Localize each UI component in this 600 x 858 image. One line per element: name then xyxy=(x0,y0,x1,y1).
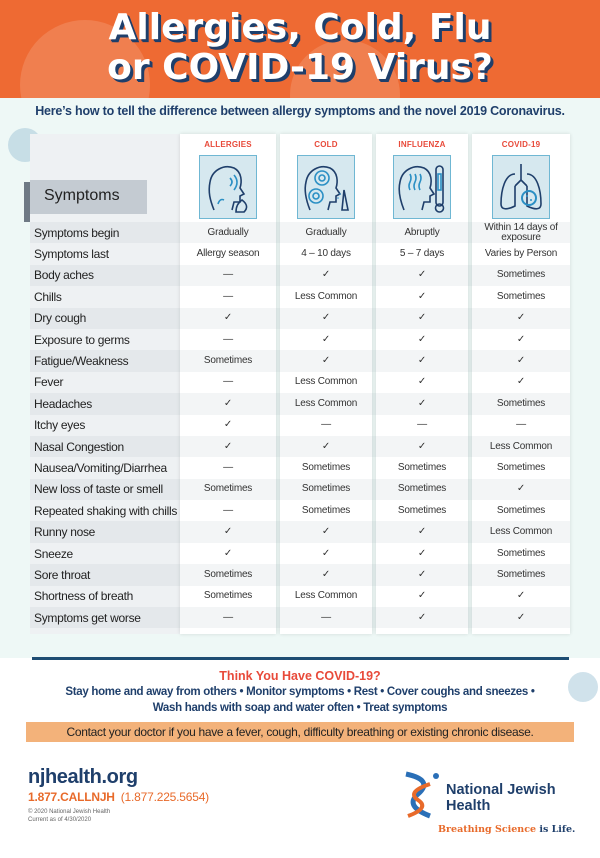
symptoms-header-tab: Symptoms xyxy=(30,180,147,214)
table-row xyxy=(30,457,570,478)
table-row xyxy=(30,393,570,414)
symptom-label: New loss of taste or smell xyxy=(34,482,163,497)
check-red-icon: ✓ xyxy=(417,312,427,324)
check-red-icon: ✓ xyxy=(417,547,427,559)
check-blue-icon: ✓ xyxy=(516,611,526,623)
table-cell: Less Common xyxy=(489,440,553,452)
dash-icon: — xyxy=(417,419,427,431)
check-red-icon: ✓ xyxy=(223,312,233,324)
subtitle: Here’s how to tell the difference between allergy symptoms and the novel 2019 Coronavirus. xyxy=(35,104,565,118)
table-row xyxy=(30,607,570,628)
symptom-label: Exposure to germs xyxy=(34,332,130,347)
check-red-icon: ✓ xyxy=(223,419,233,431)
table-cell: Abruptly xyxy=(404,226,440,238)
symptom-label: Fever xyxy=(34,375,64,390)
table-row xyxy=(30,543,570,564)
table-cell: Within 14 days of exposure xyxy=(484,221,558,243)
symptom-label: Runny nose xyxy=(34,525,96,540)
check-blue-icon: ✓ xyxy=(321,526,331,538)
check-blue-icon: ✓ xyxy=(321,312,331,324)
table-row xyxy=(30,479,570,500)
check-red-icon: ✓ xyxy=(417,269,427,281)
symptom-label: Fatigue/Weakness xyxy=(34,354,129,369)
column-header-cold: COLD xyxy=(285,134,367,219)
dash-icon: — xyxy=(223,376,233,388)
table-cell: Sometimes xyxy=(301,483,351,495)
logo-name: National Jewish Health xyxy=(446,782,556,814)
table-cell: 5 – 7 days xyxy=(399,248,445,260)
title-banner xyxy=(0,0,600,98)
check-red-icon: ✓ xyxy=(417,526,427,538)
check-blue-icon: ✓ xyxy=(321,269,331,281)
check-red-icon: ✓ xyxy=(417,333,427,345)
copyright-notice: © 2020 National Jewish Health Current as of 4/30/2020 xyxy=(28,809,111,823)
table-cell: Gradually xyxy=(207,226,249,238)
symptom-label: Headaches xyxy=(34,396,93,411)
table-cell: Sometimes xyxy=(397,504,447,516)
dash-icon: — xyxy=(223,461,233,473)
table-cell: Less Common xyxy=(294,290,358,302)
check-red-icon: ✓ xyxy=(223,526,233,538)
symptom-label: Sneeze xyxy=(34,546,73,561)
check-blue-icon: ✓ xyxy=(516,312,526,324)
table-row xyxy=(30,329,570,350)
check-red-icon: ✓ xyxy=(417,568,427,580)
table-cell: Sometimes xyxy=(203,355,253,367)
symptom-label: Body aches xyxy=(34,268,94,283)
check-red-icon: ✓ xyxy=(417,611,427,623)
check-red-icon: ✓ xyxy=(417,440,427,452)
symptom-label: Chills xyxy=(34,289,62,304)
check-red-icon: ✓ xyxy=(223,397,233,409)
table-row xyxy=(30,350,570,371)
website-link[interactable]: njhealth.org xyxy=(28,766,138,788)
table-cell: Allergy season xyxy=(196,248,260,260)
table-row xyxy=(30,521,570,542)
table-cell: Sometimes xyxy=(496,568,546,580)
column-header-allergies: ALLERGIES xyxy=(187,134,269,219)
table-cell: Sometimes xyxy=(496,504,546,516)
table-row xyxy=(30,265,570,286)
check-blue-icon: ✓ xyxy=(516,483,526,495)
check-blue-icon: ✓ xyxy=(516,590,526,602)
check-blue-icon: ✓ xyxy=(516,333,526,345)
symptom-label: Symptoms last xyxy=(34,247,109,262)
helix-logo-icon xyxy=(400,770,440,820)
check-blue-icon: ✓ xyxy=(321,568,331,580)
table-cell: Gradually xyxy=(305,226,347,238)
table-cell: Sometimes xyxy=(496,269,546,281)
section-divider xyxy=(32,657,569,660)
symptom-label: Nausea/Vomiting/Diarrhea xyxy=(34,460,167,475)
column-header-covid: COVID-19 xyxy=(480,134,562,219)
symptom-label: Symptoms begin xyxy=(34,225,120,240)
phone-number[interactable]: 1.877.CALLNJH (1.877.225.5654) xyxy=(28,790,209,804)
table-row xyxy=(30,222,570,243)
check-blue-icon: ✓ xyxy=(516,376,526,388)
check-red-icon: ✓ xyxy=(223,547,233,559)
table-cell: Sometimes xyxy=(496,290,546,302)
page-title: Allergies, Cold, Flu or COVID-19 Virus? xyxy=(107,7,493,88)
table-row xyxy=(30,372,570,393)
table-cell: Less Common xyxy=(489,526,553,538)
dash-icon: — xyxy=(223,333,233,345)
table-cell: Varies by Person xyxy=(484,248,558,260)
symptom-label: Shortness of breath xyxy=(34,589,134,604)
table-cell: Sometimes xyxy=(496,547,546,559)
table-cell: Sometimes xyxy=(496,397,546,409)
national-jewish-health-logo xyxy=(396,770,576,834)
symptom-label: Itchy eyes xyxy=(34,418,86,433)
table-row xyxy=(30,286,570,307)
advice-tips: Stay home and away from others • Monitor symptoms • Rest • Cover coughs and sneezes • Wash hands with soap and water often • Treat symptoms xyxy=(65,686,535,714)
dash-icon: — xyxy=(223,611,233,623)
table-row xyxy=(30,586,570,607)
dash-icon: — xyxy=(223,504,233,516)
table-cell: Sometimes xyxy=(203,590,253,602)
dash-icon: — xyxy=(223,290,233,302)
table-cell: Sometimes xyxy=(203,483,253,495)
check-red-icon: ✓ xyxy=(223,440,233,452)
fever-thermometer-icon xyxy=(393,155,451,219)
table-row xyxy=(30,308,570,329)
logo-tagline: Breathing Science is Life. xyxy=(438,824,576,835)
contact-doctor-banner: Contact your doctor if you have a fever, cough, difficulty breathing or existing chronic disease. xyxy=(26,722,574,742)
symptom-label: Nasal Congestion xyxy=(34,439,124,454)
check-red-icon: ✓ xyxy=(417,590,427,602)
check-red-icon: ✓ xyxy=(417,290,427,302)
symptom-label: Repeated shaking with chills xyxy=(34,503,178,518)
dash-icon: — xyxy=(321,611,331,623)
symptom-label: Dry cough xyxy=(34,311,86,326)
table-cell: Less Common xyxy=(294,590,358,602)
table-row xyxy=(30,500,570,521)
lungs-virus-icon xyxy=(492,155,550,219)
table-cell: Sometimes xyxy=(203,568,253,580)
table-row xyxy=(30,436,570,457)
check-blue-icon: ✓ xyxy=(321,333,331,345)
table-cell: Less Common xyxy=(294,397,358,409)
table-row xyxy=(30,243,570,264)
check-red-icon: ✓ xyxy=(417,355,427,367)
check-red-icon: ✓ xyxy=(417,397,427,409)
check-blue-icon: ✓ xyxy=(321,355,331,367)
coughing-head-icon xyxy=(297,155,355,219)
symptom-label: Sore throat xyxy=(34,567,91,582)
table-cell: 4 – 10 days xyxy=(301,248,351,260)
table-row xyxy=(30,415,570,436)
check-blue-icon: ✓ xyxy=(321,547,331,559)
table-cell: Sometimes xyxy=(397,483,447,495)
check-blue-icon: ✓ xyxy=(516,355,526,367)
sneezing-head-icon xyxy=(199,155,257,219)
table-cell: Sometimes xyxy=(301,504,351,516)
table-row xyxy=(30,564,570,585)
table-cell: Sometimes xyxy=(301,461,351,473)
symptom-label: Symptoms get worse xyxy=(34,610,141,625)
dash-icon: — xyxy=(321,419,331,431)
dash-icon: — xyxy=(516,419,526,431)
advice-heading: Think You Have COVID-19? xyxy=(219,669,381,683)
table-rows xyxy=(30,222,570,628)
column-header-influenza: INFLUENZA xyxy=(381,134,463,219)
table-cell: Sometimes xyxy=(496,461,546,473)
check-blue-icon: ✓ xyxy=(321,440,331,452)
table-cell: Less Common xyxy=(294,376,358,388)
table-cell: Sometimes xyxy=(397,461,447,473)
check-red-icon: ✓ xyxy=(417,376,427,388)
dash-icon: — xyxy=(223,269,233,281)
